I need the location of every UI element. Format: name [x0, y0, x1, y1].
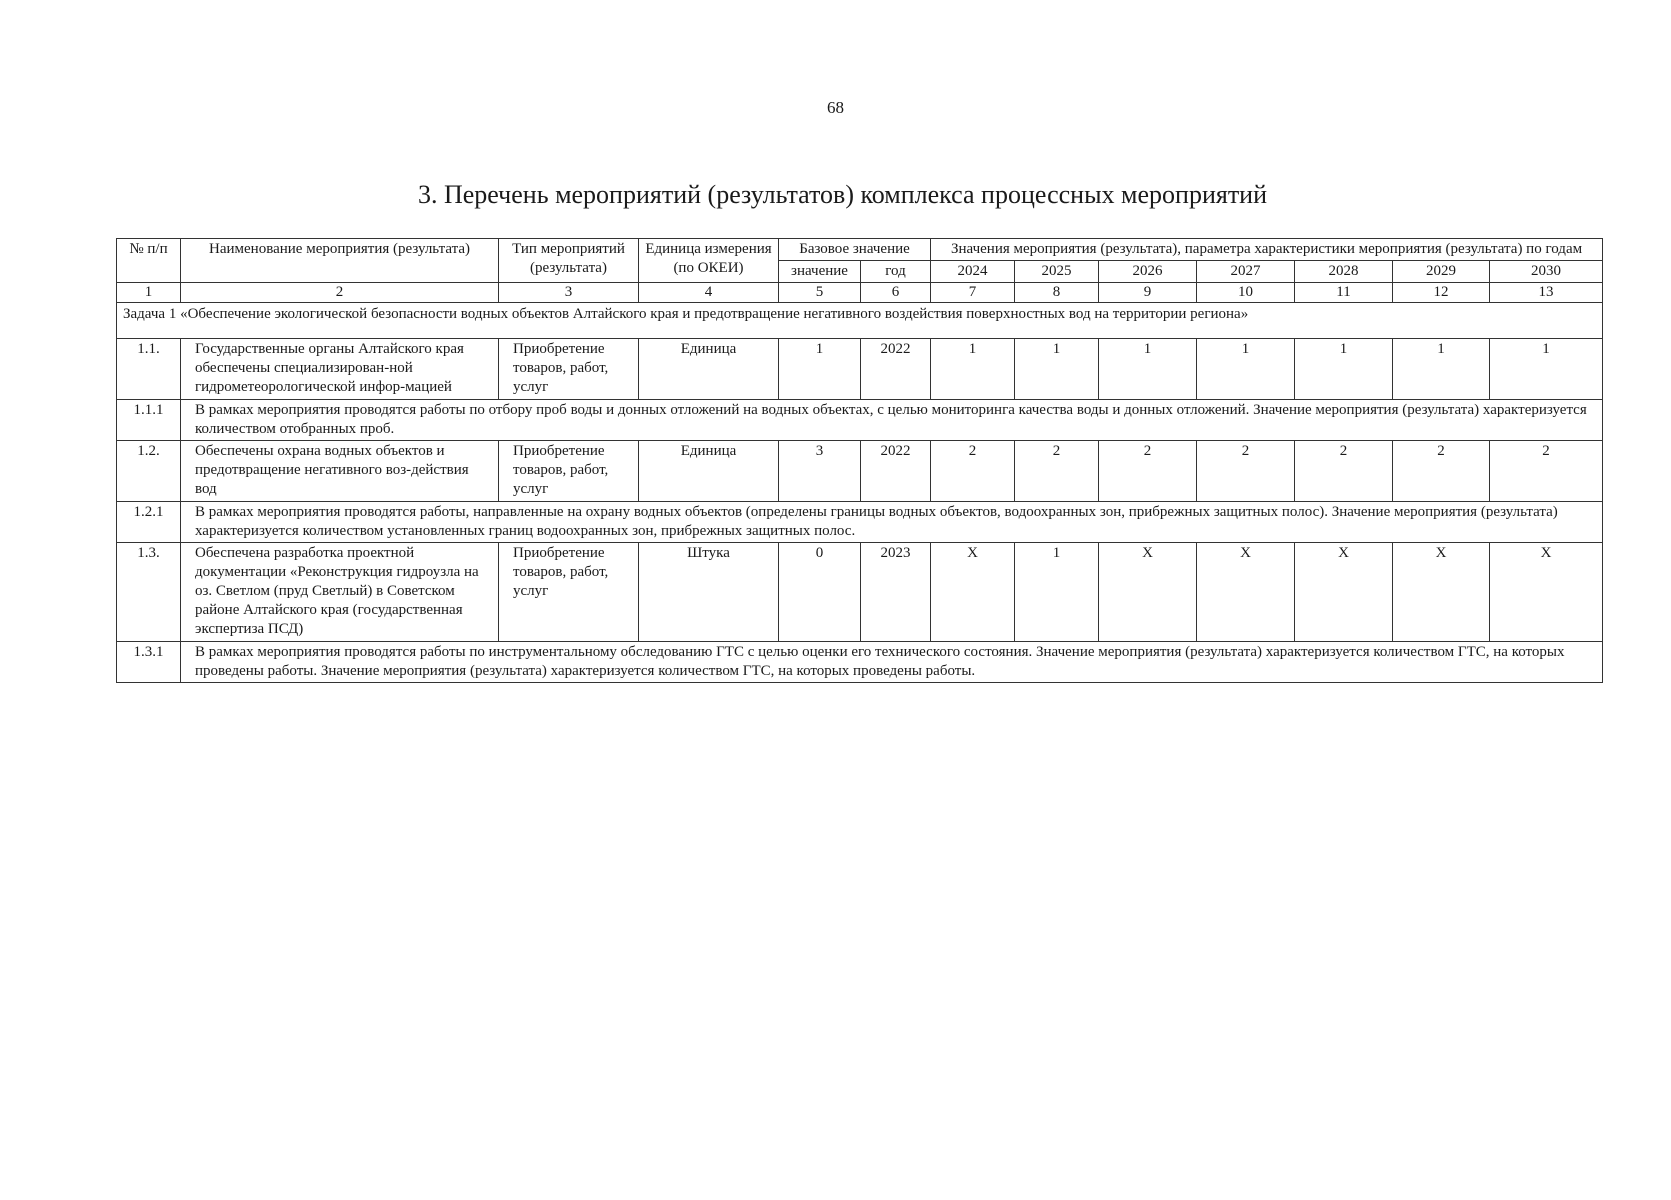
measure-note-text: В рамках мероприятия проводятся работы по отбору проб воды и донных отложений на водных объектах, с целью мониторинга качества воды и донных отложений. Значение мероприятия (результата) характеризуется количеством отобранных проб.: [181, 400, 1603, 441]
measure-unit: Штука: [639, 543, 779, 642]
measure-year-value: 1: [1099, 339, 1197, 400]
column-number-row: [117, 283, 1603, 303]
header-year: 2030: [1490, 261, 1603, 283]
measure-note-row: [117, 642, 1603, 683]
measure-note-text: В рамках мероприятия проводятся работы, направленные на охрану водных объектов (определены границы водных объектов, водоохранных зон, прибрежных защитных полос). Значение мероприятия (результата) характеризуется количеством установленных границ водоохранных зон, прибрежных защитных полос.: [181, 502, 1603, 543]
measure-num: 1.1.: [117, 339, 181, 400]
page-number: 68: [827, 98, 844, 117]
column-number: 5: [779, 283, 861, 303]
measure-year-value: 1: [1197, 339, 1295, 400]
column-number: 8: [1015, 283, 1099, 303]
header-values-group: Значения мероприятия (результата), параметра характеристики мероприятия (результата) по годам: [931, 239, 1603, 261]
measures-table-container: [116, 238, 1602, 683]
column-number: 6: [861, 283, 931, 303]
measure-year-value: 2: [1295, 441, 1393, 502]
measure-unit: Единица: [639, 339, 779, 400]
measure-base-year: 2022: [861, 441, 931, 502]
measures-table: [116, 238, 1603, 683]
measure-name: Государственные органы Алтайского края обеспечены специализирован-ной гидрометеорологической инфор-мацией: [181, 339, 499, 400]
header-year: 2028: [1295, 261, 1393, 283]
measure-type: Приобретение товаров, работ, услуг: [499, 441, 639, 502]
header-year: 2026: [1099, 261, 1197, 283]
measure-year-value: 2: [1099, 441, 1197, 502]
measure-type: Приобретение товаров, работ, услуг: [499, 339, 639, 400]
task-row: [117, 303, 1603, 339]
measure-year-value: X: [1197, 543, 1295, 642]
measure-note-num: 1.1.1: [117, 400, 181, 441]
measure-note-row: [117, 502, 1603, 543]
measure-year-value: X: [1393, 543, 1490, 642]
measure-name: Обеспечены охрана водных объектов и предотвращение негативного воз-действия вод: [181, 441, 499, 502]
column-number: 1: [117, 283, 181, 303]
header-num: № п/п: [117, 239, 181, 283]
measure-num: 1.2.: [117, 441, 181, 502]
measure-row: [117, 339, 1603, 400]
header-base-year: год: [861, 261, 931, 283]
measure-type: Приобретение товаров, работ, услуг: [499, 543, 639, 642]
measure-year-value: 1: [1295, 339, 1393, 400]
measure-year-value: 1: [1490, 339, 1603, 400]
column-number: 7: [931, 283, 1015, 303]
measure-base-year: 2022: [861, 339, 931, 400]
measure-base-value: 3: [779, 441, 861, 502]
measure-year-value: 2: [931, 441, 1015, 502]
header-year: 2029: [1393, 261, 1490, 283]
column-number: 3: [499, 283, 639, 303]
measure-note-text: В рамках мероприятия проводятся работы по инструментальному обследованию ГТС с целью оценки его технического состояния. Значение мероприятия (результата) характеризуется количеством ГТС, на которых проведены работы. Значение мероприятия (результата) характеризуется количеством ГТС, на которых проведены работы.: [181, 642, 1603, 683]
measure-year-value: 2: [1490, 441, 1603, 502]
measure-year-value: 2: [1197, 441, 1295, 502]
header-base: Базовое значение: [779, 239, 931, 261]
column-number: 4: [639, 283, 779, 303]
column-number: 10: [1197, 283, 1295, 303]
measure-base-value: 1: [779, 339, 861, 400]
measure-year-value: 1: [1393, 339, 1490, 400]
document-title: 3. Перечень мероприятий (результатов) комплекса процессных мероприятий: [417, 180, 1268, 209]
measure-year-value: X: [931, 543, 1015, 642]
column-number: 2: [181, 283, 499, 303]
measure-year-value: X: [1295, 543, 1393, 642]
measure-year-value: 1: [931, 339, 1015, 400]
header-year: 2025: [1015, 261, 1099, 283]
measure-row: [117, 543, 1603, 642]
measure-note-num: 1.2.1: [117, 502, 181, 543]
header-year: 2024: [931, 261, 1015, 283]
measure-note-num: 1.3.1: [117, 642, 181, 683]
column-number: 11: [1295, 283, 1393, 303]
column-number: 13: [1490, 283, 1603, 303]
measure-year-value: 2: [1015, 441, 1099, 502]
measure-year-value: 1: [1015, 543, 1099, 642]
measure-num: 1.3.: [117, 543, 181, 642]
measure-base-value: 0: [779, 543, 861, 642]
header-base-value: значение: [779, 261, 861, 283]
measure-unit: Единица: [639, 441, 779, 502]
header-unit: Единица измерения (по ОКЕИ): [639, 239, 779, 283]
measure-year-value: 1: [1015, 339, 1099, 400]
measure-note-row: [117, 400, 1603, 441]
header-year: 2027: [1197, 261, 1295, 283]
measures-rows: [117, 339, 1603, 683]
column-number: 12: [1393, 283, 1490, 303]
measure-year-value: X: [1099, 543, 1197, 642]
column-number: 9: [1099, 283, 1197, 303]
measure-year-value: X: [1490, 543, 1603, 642]
measure-year-value: 2: [1393, 441, 1490, 502]
task-text: Задача 1 «Обеспечение экологической безопасности водных объектов Алтайского края и предотвращение негативного воздействия поверхностных вод на территории региона»: [117, 303, 1603, 339]
measure-name: Обеспечена разработка проектной документации «Реконструкция гидроузла на оз. Светлом (пруд Светлый) в Советском районе Алтайского края (государственная экспертиза ПСД): [181, 543, 499, 642]
measure-row: [117, 441, 1603, 502]
header-name: Наименование мероприятия (результата): [181, 239, 499, 283]
header-row-1: [117, 239, 1603, 261]
header-type: Тип мероприятий (результата): [499, 239, 639, 283]
measure-base-year: 2023: [861, 543, 931, 642]
